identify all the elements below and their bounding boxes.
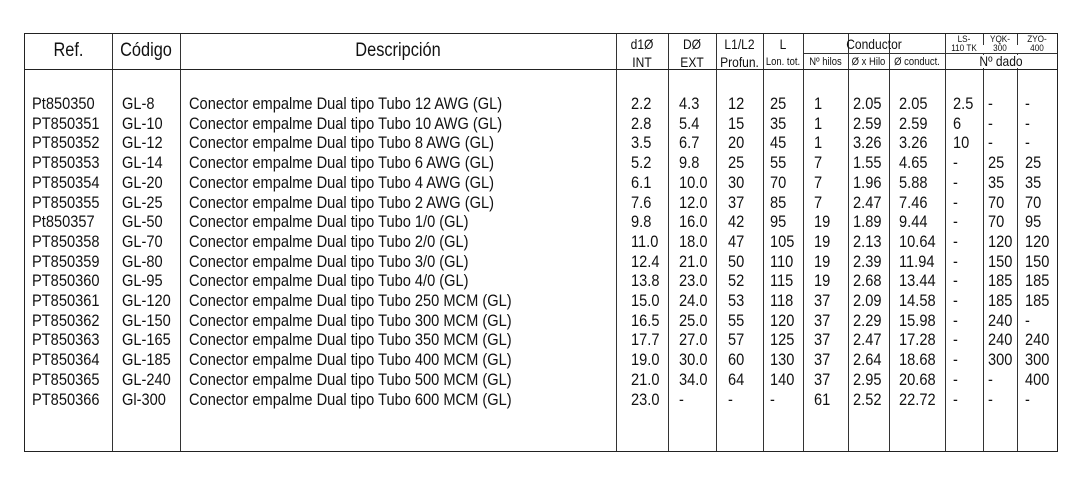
die-zyo-cell: 300 bbox=[1025, 350, 1050, 370]
l-total-cell: - bbox=[770, 389, 775, 409]
d1-int-cell: 2.2 bbox=[631, 94, 652, 113]
cond-diam-cell: 14.58 bbox=[899, 291, 936, 310]
hilos-cell: 19 bbox=[814, 212, 831, 232]
hilos-cell: 37 bbox=[814, 330, 831, 350]
header-l-top: L bbox=[779, 36, 787, 52]
die-zyo-cell: 150 bbox=[1025, 251, 1050, 271]
hilos-cell: 19 bbox=[814, 231, 831, 251]
d1-int-cell: 2.8 bbox=[631, 113, 652, 133]
hilo-diam-cell: 3.26 bbox=[853, 133, 882, 153]
ref-cell: PT850353 bbox=[32, 153, 100, 173]
header-l-bottom: Lon. tot. bbox=[765, 56, 801, 68]
description-cell: Conector empalme Dual tipo Tubo 12 AWG (GL) bbox=[189, 94, 503, 113]
l1l2-cell: 50 bbox=[728, 251, 745, 271]
l-total-cell: 115 bbox=[770, 271, 794, 291]
description-cell: Conector empalme Dual tipo Tubo 500 MCM (GL) bbox=[189, 369, 512, 389]
description-cell: Conector empalme Dual tipo Tubo 4 AWG (GL) bbox=[189, 172, 494, 192]
code-cell: Gl-300 bbox=[122, 389, 166, 409]
ref-cell: PT850352 bbox=[32, 133, 100, 153]
l1l2-cell: 20 bbox=[728, 133, 745, 153]
header-hilos: Nº hilos bbox=[809, 56, 842, 68]
d1-int-cell: 16.5 bbox=[631, 310, 660, 330]
l-total-cell: 140 bbox=[770, 369, 795, 389]
die-yqk-cell: - bbox=[988, 389, 993, 409]
hilos-cell: 1 bbox=[814, 133, 823, 153]
die-yqk-cell: 35 bbox=[988, 172, 1005, 192]
die-yqk-cell: 240 bbox=[988, 310, 1013, 330]
d-ext-cell: 16.0 bbox=[679, 212, 708, 232]
ref-cell: PT850355 bbox=[32, 192, 100, 212]
column-divider bbox=[983, 34, 984, 45]
d-ext-cell: 10.0 bbox=[679, 172, 708, 192]
column-divider bbox=[1017, 34, 1018, 45]
code-cell: GL-8 bbox=[122, 94, 155, 113]
d-ext-cell: 6.7 bbox=[679, 133, 700, 153]
die-ls-cell: - bbox=[953, 310, 958, 330]
header-yqk-line1: YQK- bbox=[990, 34, 1010, 45]
die-zyo-cell: 185 bbox=[1025, 271, 1050, 291]
hilos-cell: 19 bbox=[814, 251, 831, 271]
ref-cell: Pt850350 bbox=[32, 94, 95, 113]
l-total-cell: 105 bbox=[770, 231, 795, 251]
cond-diam-cell: 18.68 bbox=[899, 350, 936, 370]
ref-cell: PT850358 bbox=[32, 231, 100, 251]
die-ls-cell: - bbox=[953, 153, 958, 173]
table-row bbox=[25, 115, 1057, 133]
description-cell: Conector empalme Dual tipo Tubo 4/0 (GL) bbox=[189, 271, 469, 291]
die-ls-cell: - bbox=[953, 212, 958, 232]
hilo-diam-cell: 2.47 bbox=[853, 330, 882, 350]
die-ls-cell: 2.5 bbox=[953, 94, 974, 113]
die-yqk-cell: 70 bbox=[988, 212, 1005, 232]
cond-diam-cell: 22.72 bbox=[899, 389, 936, 409]
d-ext-cell: - bbox=[679, 389, 684, 409]
die-yqk-cell: - bbox=[988, 133, 993, 153]
hilos-cell: 37 bbox=[814, 350, 831, 370]
d-ext-cell: 21.0 bbox=[679, 251, 708, 271]
hilo-diam-cell: 2.59 bbox=[853, 113, 882, 133]
d-ext-cell: 30.0 bbox=[679, 350, 708, 370]
hilo-diam-cell: 1.89 bbox=[853, 212, 882, 232]
l-total-cell: 85 bbox=[770, 192, 787, 212]
ref-cell: PT850363 bbox=[32, 330, 100, 350]
l1l2-cell: 52 bbox=[728, 271, 745, 291]
hilo-diam-cell: 2.68 bbox=[853, 271, 882, 291]
cond-diam-cell: 5.88 bbox=[899, 172, 928, 192]
die-yqk-cell: 150 bbox=[988, 251, 1013, 271]
code-cell: GL-240 bbox=[122, 369, 171, 389]
header-d1-bottom: INT bbox=[632, 54, 652, 70]
d1-int-cell: 12.4 bbox=[631, 251, 660, 271]
code-cell: GL-14 bbox=[122, 153, 163, 173]
ref-cell: PT850364 bbox=[32, 350, 100, 370]
l-total-cell: 120 bbox=[770, 310, 795, 330]
cond-diam-cell: 20.68 bbox=[899, 369, 936, 389]
die-yqk-cell: 25 bbox=[988, 153, 1005, 173]
ref-cell: PT850351 bbox=[32, 113, 100, 133]
hilos-cell: 1 bbox=[814, 94, 823, 113]
cond-diam-cell: 3.26 bbox=[899, 133, 928, 153]
die-zyo-cell: 240 bbox=[1025, 330, 1050, 350]
die-ls-cell: - bbox=[953, 389, 958, 409]
hilos-cell: 37 bbox=[814, 310, 831, 330]
header-l1l2-bottom: Profun. bbox=[720, 54, 759, 70]
cond-diam-cell: 9.44 bbox=[899, 212, 928, 232]
die-zyo-cell: - bbox=[1025, 389, 1030, 409]
cond-diam-cell: 7.46 bbox=[899, 192, 928, 212]
l1l2-cell: 47 bbox=[728, 231, 745, 251]
table-row bbox=[25, 351, 1057, 369]
cond-diam-cell: 13.44 bbox=[899, 271, 936, 291]
description-cell: Conector empalme Dual tipo Tubo 3/0 (GL) bbox=[189, 251, 469, 271]
d1-int-cell: 15.0 bbox=[631, 291, 660, 310]
code-cell: GL-95 bbox=[122, 271, 163, 291]
hilo-diam-cell: 2.47 bbox=[853, 192, 882, 212]
die-zyo-cell: - bbox=[1025, 94, 1030, 113]
hilos-cell: 1 bbox=[814, 113, 823, 133]
die-ls-cell: - bbox=[953, 172, 958, 192]
ref-cell: Pt850357 bbox=[32, 212, 95, 232]
die-ls-cell: - bbox=[953, 291, 958, 310]
die-ls-cell: - bbox=[953, 231, 958, 251]
die-yqk-cell: 185 bbox=[988, 291, 1013, 310]
d1-int-cell: 23.0 bbox=[631, 389, 660, 409]
d-ext-cell: 24.0 bbox=[679, 291, 708, 310]
header-hilo-diam: Ø x Hilo bbox=[851, 56, 886, 68]
die-yqk-cell: 185 bbox=[988, 271, 1013, 291]
l-total-cell: 95 bbox=[770, 212, 787, 232]
die-zyo-cell: 185 bbox=[1025, 291, 1050, 310]
l-total-cell: 70 bbox=[770, 172, 787, 192]
table-row bbox=[25, 154, 1057, 172]
l1l2-cell: 55 bbox=[728, 310, 745, 330]
die-ls-cell: - bbox=[953, 251, 958, 271]
table-row bbox=[25, 253, 1057, 271]
l1l2-cell: 60 bbox=[728, 350, 745, 370]
code-cell: GL-20 bbox=[122, 172, 163, 192]
d1-int-cell: 13.8 bbox=[631, 271, 660, 291]
hilos-cell: 61 bbox=[814, 389, 831, 409]
die-yqk-cell: - bbox=[988, 113, 993, 133]
header-zyo-line2: 400 bbox=[1030, 43, 1044, 54]
die-yqk-cell: 120 bbox=[988, 231, 1013, 251]
die-ls-cell: - bbox=[953, 369, 958, 389]
header-yqk-line2: 300 bbox=[993, 43, 1007, 54]
l1l2-cell: 57 bbox=[728, 330, 745, 350]
die-ls-cell: 10 bbox=[953, 133, 970, 153]
connector-spec-table bbox=[24, 33, 1058, 452]
d1-int-cell: 3.5 bbox=[631, 133, 652, 153]
description-cell: Conector empalme Dual tipo Tubo 10 AWG (GL) bbox=[189, 113, 503, 133]
code-cell: GL-120 bbox=[122, 291, 171, 310]
description-cell: Conector empalme Dual tipo Tubo 350 MCM (GL) bbox=[189, 330, 512, 350]
hilos-cell: 7 bbox=[814, 153, 823, 173]
table-row bbox=[25, 174, 1057, 192]
d1-int-cell: 9.8 bbox=[631, 212, 652, 232]
header-d-top: DØ bbox=[682, 36, 702, 52]
ref-cell: PT850365 bbox=[32, 369, 100, 389]
description-cell: Conector empalme Dual tipo Tubo 2 AWG (GL) bbox=[189, 192, 494, 212]
d1-int-cell: 6.1 bbox=[631, 172, 652, 192]
l1l2-cell: 25 bbox=[728, 153, 745, 173]
die-zyo-cell: - bbox=[1025, 113, 1030, 133]
hilos-cell: 37 bbox=[814, 369, 831, 389]
l1l2-cell: 15 bbox=[728, 113, 745, 133]
ref-cell: PT850354 bbox=[32, 172, 100, 192]
d1-int-cell: 11.0 bbox=[631, 231, 659, 251]
cond-diam-cell: 2.59 bbox=[899, 113, 928, 133]
die-yqk-cell: - bbox=[988, 369, 993, 389]
d1-int-cell: 7.6 bbox=[631, 192, 652, 212]
description-cell: Conector empalme Dual tipo Tubo 250 MCM (GL) bbox=[189, 291, 512, 310]
die-ls-cell: - bbox=[953, 192, 958, 212]
code-cell: GL-25 bbox=[122, 192, 163, 212]
table-row bbox=[25, 331, 1057, 349]
hilo-diam-cell: 2.05 bbox=[853, 94, 882, 113]
l-total-cell: 25 bbox=[770, 94, 787, 113]
code-cell: GL-165 bbox=[122, 330, 171, 350]
ref-cell: PT850359 bbox=[32, 251, 100, 271]
l-total-cell: 125 bbox=[770, 330, 795, 350]
l-total-cell: 55 bbox=[770, 153, 787, 173]
l1l2-cell: 12 bbox=[728, 94, 745, 113]
die-yqk-cell: 300 bbox=[988, 350, 1013, 370]
l-total-cell: 130 bbox=[770, 350, 795, 370]
l1l2-cell: 37 bbox=[728, 192, 745, 212]
table-row bbox=[25, 213, 1057, 231]
l-total-cell: 35 bbox=[770, 113, 787, 133]
die-yqk-cell: - bbox=[988, 94, 993, 113]
table-row bbox=[25, 391, 1057, 409]
header-l1l2-top: L1/L2 bbox=[724, 36, 755, 52]
hilos-cell: 19 bbox=[814, 271, 831, 291]
header-descripcion: Descripción bbox=[355, 40, 441, 61]
table-row bbox=[25, 134, 1057, 152]
die-ls-cell: - bbox=[953, 330, 958, 350]
l-total-cell: 110 bbox=[770, 251, 794, 271]
d-ext-cell: 4.3 bbox=[679, 94, 700, 113]
hilo-diam-cell: 2.13 bbox=[853, 231, 882, 251]
description-cell: Conector empalme Dual tipo Tubo 8 AWG (GL) bbox=[189, 133, 494, 153]
die-zyo-cell: 70 bbox=[1025, 192, 1042, 212]
code-cell: GL-10 bbox=[122, 113, 163, 133]
l1l2-cell: 42 bbox=[728, 212, 745, 232]
die-ls-cell: 6 bbox=[953, 113, 962, 133]
hilo-diam-cell: 1.55 bbox=[853, 153, 882, 173]
header-d1-top: d1Ø bbox=[630, 36, 654, 52]
hilo-diam-cell: 1.96 bbox=[853, 172, 882, 192]
cond-diam-cell: 17.28 bbox=[899, 330, 936, 350]
description-cell: Conector empalme Dual tipo Tubo 6 AWG (GL) bbox=[189, 153, 494, 173]
d1-int-cell: 19.0 bbox=[631, 350, 660, 370]
d-ext-cell: 18.0 bbox=[679, 231, 708, 251]
d-ext-cell: 5.4 bbox=[679, 113, 700, 133]
ref-cell: PT850360 bbox=[32, 271, 100, 291]
header-cond-diam: Ø conduct. bbox=[894, 56, 940, 68]
header-ref: Ref. bbox=[53, 40, 84, 61]
die-zyo-cell: 120 bbox=[1025, 231, 1050, 251]
d1-int-cell: 5.2 bbox=[631, 153, 652, 173]
hilo-diam-cell: 2.52 bbox=[853, 389, 882, 409]
code-cell: GL-150 bbox=[122, 310, 171, 330]
code-cell: GL-70 bbox=[122, 231, 163, 251]
table-row bbox=[25, 194, 1057, 212]
table-row bbox=[25, 292, 1057, 310]
code-cell: GL-12 bbox=[122, 133, 163, 153]
die-zyo-cell: 95 bbox=[1025, 212, 1042, 232]
table-row bbox=[25, 371, 1057, 389]
code-cell: GL-185 bbox=[122, 350, 171, 370]
die-zyo-cell: 25 bbox=[1025, 153, 1042, 173]
code-cell: GL-80 bbox=[122, 251, 163, 271]
table-row bbox=[25, 272, 1057, 290]
hilo-diam-cell: 2.39 bbox=[853, 251, 882, 271]
table-row bbox=[25, 233, 1057, 251]
hilos-cell: 7 bbox=[814, 192, 823, 212]
d-ext-cell: 27.0 bbox=[679, 330, 708, 350]
header-codigo: Código bbox=[120, 40, 172, 61]
d-ext-cell: 25.0 bbox=[679, 310, 708, 330]
d-ext-cell: 9.8 bbox=[679, 153, 700, 173]
d-ext-cell: 23.0 bbox=[679, 271, 708, 291]
l1l2-cell: - bbox=[728, 389, 733, 409]
die-ls-cell: - bbox=[953, 350, 958, 370]
die-zyo-cell: - bbox=[1025, 133, 1030, 153]
ref-cell: PT850361 bbox=[32, 291, 100, 310]
die-yqk-cell: 70 bbox=[988, 192, 1005, 212]
hilos-cell: 7 bbox=[814, 172, 823, 192]
hilo-diam-cell: 2.29 bbox=[853, 310, 882, 330]
die-zyo-cell: - bbox=[1025, 310, 1030, 330]
description-cell: Conector empalme Dual tipo Tubo 400 MCM (GL) bbox=[189, 350, 512, 370]
l-total-cell: 118 bbox=[770, 291, 794, 310]
header-subline bbox=[803, 53, 945, 54]
cond-diam-cell: 11.94 bbox=[899, 251, 935, 271]
die-ls-cell: - bbox=[953, 271, 958, 291]
cond-diam-cell: 10.64 bbox=[899, 231, 936, 251]
description-cell: Conector empalme Dual tipo Tubo 300 MCM (GL) bbox=[189, 310, 512, 330]
ref-cell: PT850362 bbox=[32, 310, 100, 330]
cond-diam-cell: 15.98 bbox=[899, 310, 936, 330]
cond-diam-cell: 4.65 bbox=[899, 153, 928, 173]
d-ext-cell: 34.0 bbox=[679, 369, 708, 389]
description-cell: Conector empalme Dual tipo Tubo 600 MCM (GL) bbox=[189, 389, 512, 409]
l1l2-cell: 30 bbox=[728, 172, 745, 192]
hilo-diam-cell: 2.95 bbox=[853, 369, 882, 389]
hilo-diam-cell: 2.64 bbox=[853, 350, 882, 370]
header-d-bottom: EXT bbox=[680, 54, 704, 70]
header-separator bbox=[25, 69, 1057, 70]
l1l2-cell: 53 bbox=[728, 291, 745, 310]
die-zyo-cell: 400 bbox=[1025, 369, 1050, 389]
d1-int-cell: 21.0 bbox=[631, 369, 660, 389]
description-cell: Conector empalme Dual tipo Tubo 1/0 (GL) bbox=[189, 212, 469, 232]
hilo-diam-cell: 2.09 bbox=[853, 291, 882, 310]
description-cell: Conector empalme Dual tipo Tubo 2/0 (GL) bbox=[189, 231, 469, 251]
l-total-cell: 45 bbox=[770, 133, 787, 153]
d1-int-cell: 17.7 bbox=[631, 330, 660, 350]
header-ls-line1: LS- bbox=[957, 34, 971, 45]
hilos-cell: 37 bbox=[814, 291, 831, 310]
table-row bbox=[25, 95, 1057, 113]
l1l2-cell: 64 bbox=[728, 369, 745, 389]
cond-diam-cell: 2.05 bbox=[899, 94, 928, 113]
table-row bbox=[25, 312, 1057, 330]
header-ls-line2: 110 TK bbox=[951, 43, 977, 54]
d-ext-cell: 12.0 bbox=[679, 192, 708, 212]
header-zyo-line1: ZYO- bbox=[1027, 34, 1047, 45]
header-dado: Nº dado bbox=[953, 55, 1049, 68]
die-zyo-cell: 35 bbox=[1025, 172, 1042, 192]
code-cell: GL-50 bbox=[122, 212, 163, 232]
ref-cell: PT850366 bbox=[32, 389, 100, 409]
header-conductor: Conductor bbox=[846, 36, 902, 52]
die-yqk-cell: 240 bbox=[988, 330, 1013, 350]
